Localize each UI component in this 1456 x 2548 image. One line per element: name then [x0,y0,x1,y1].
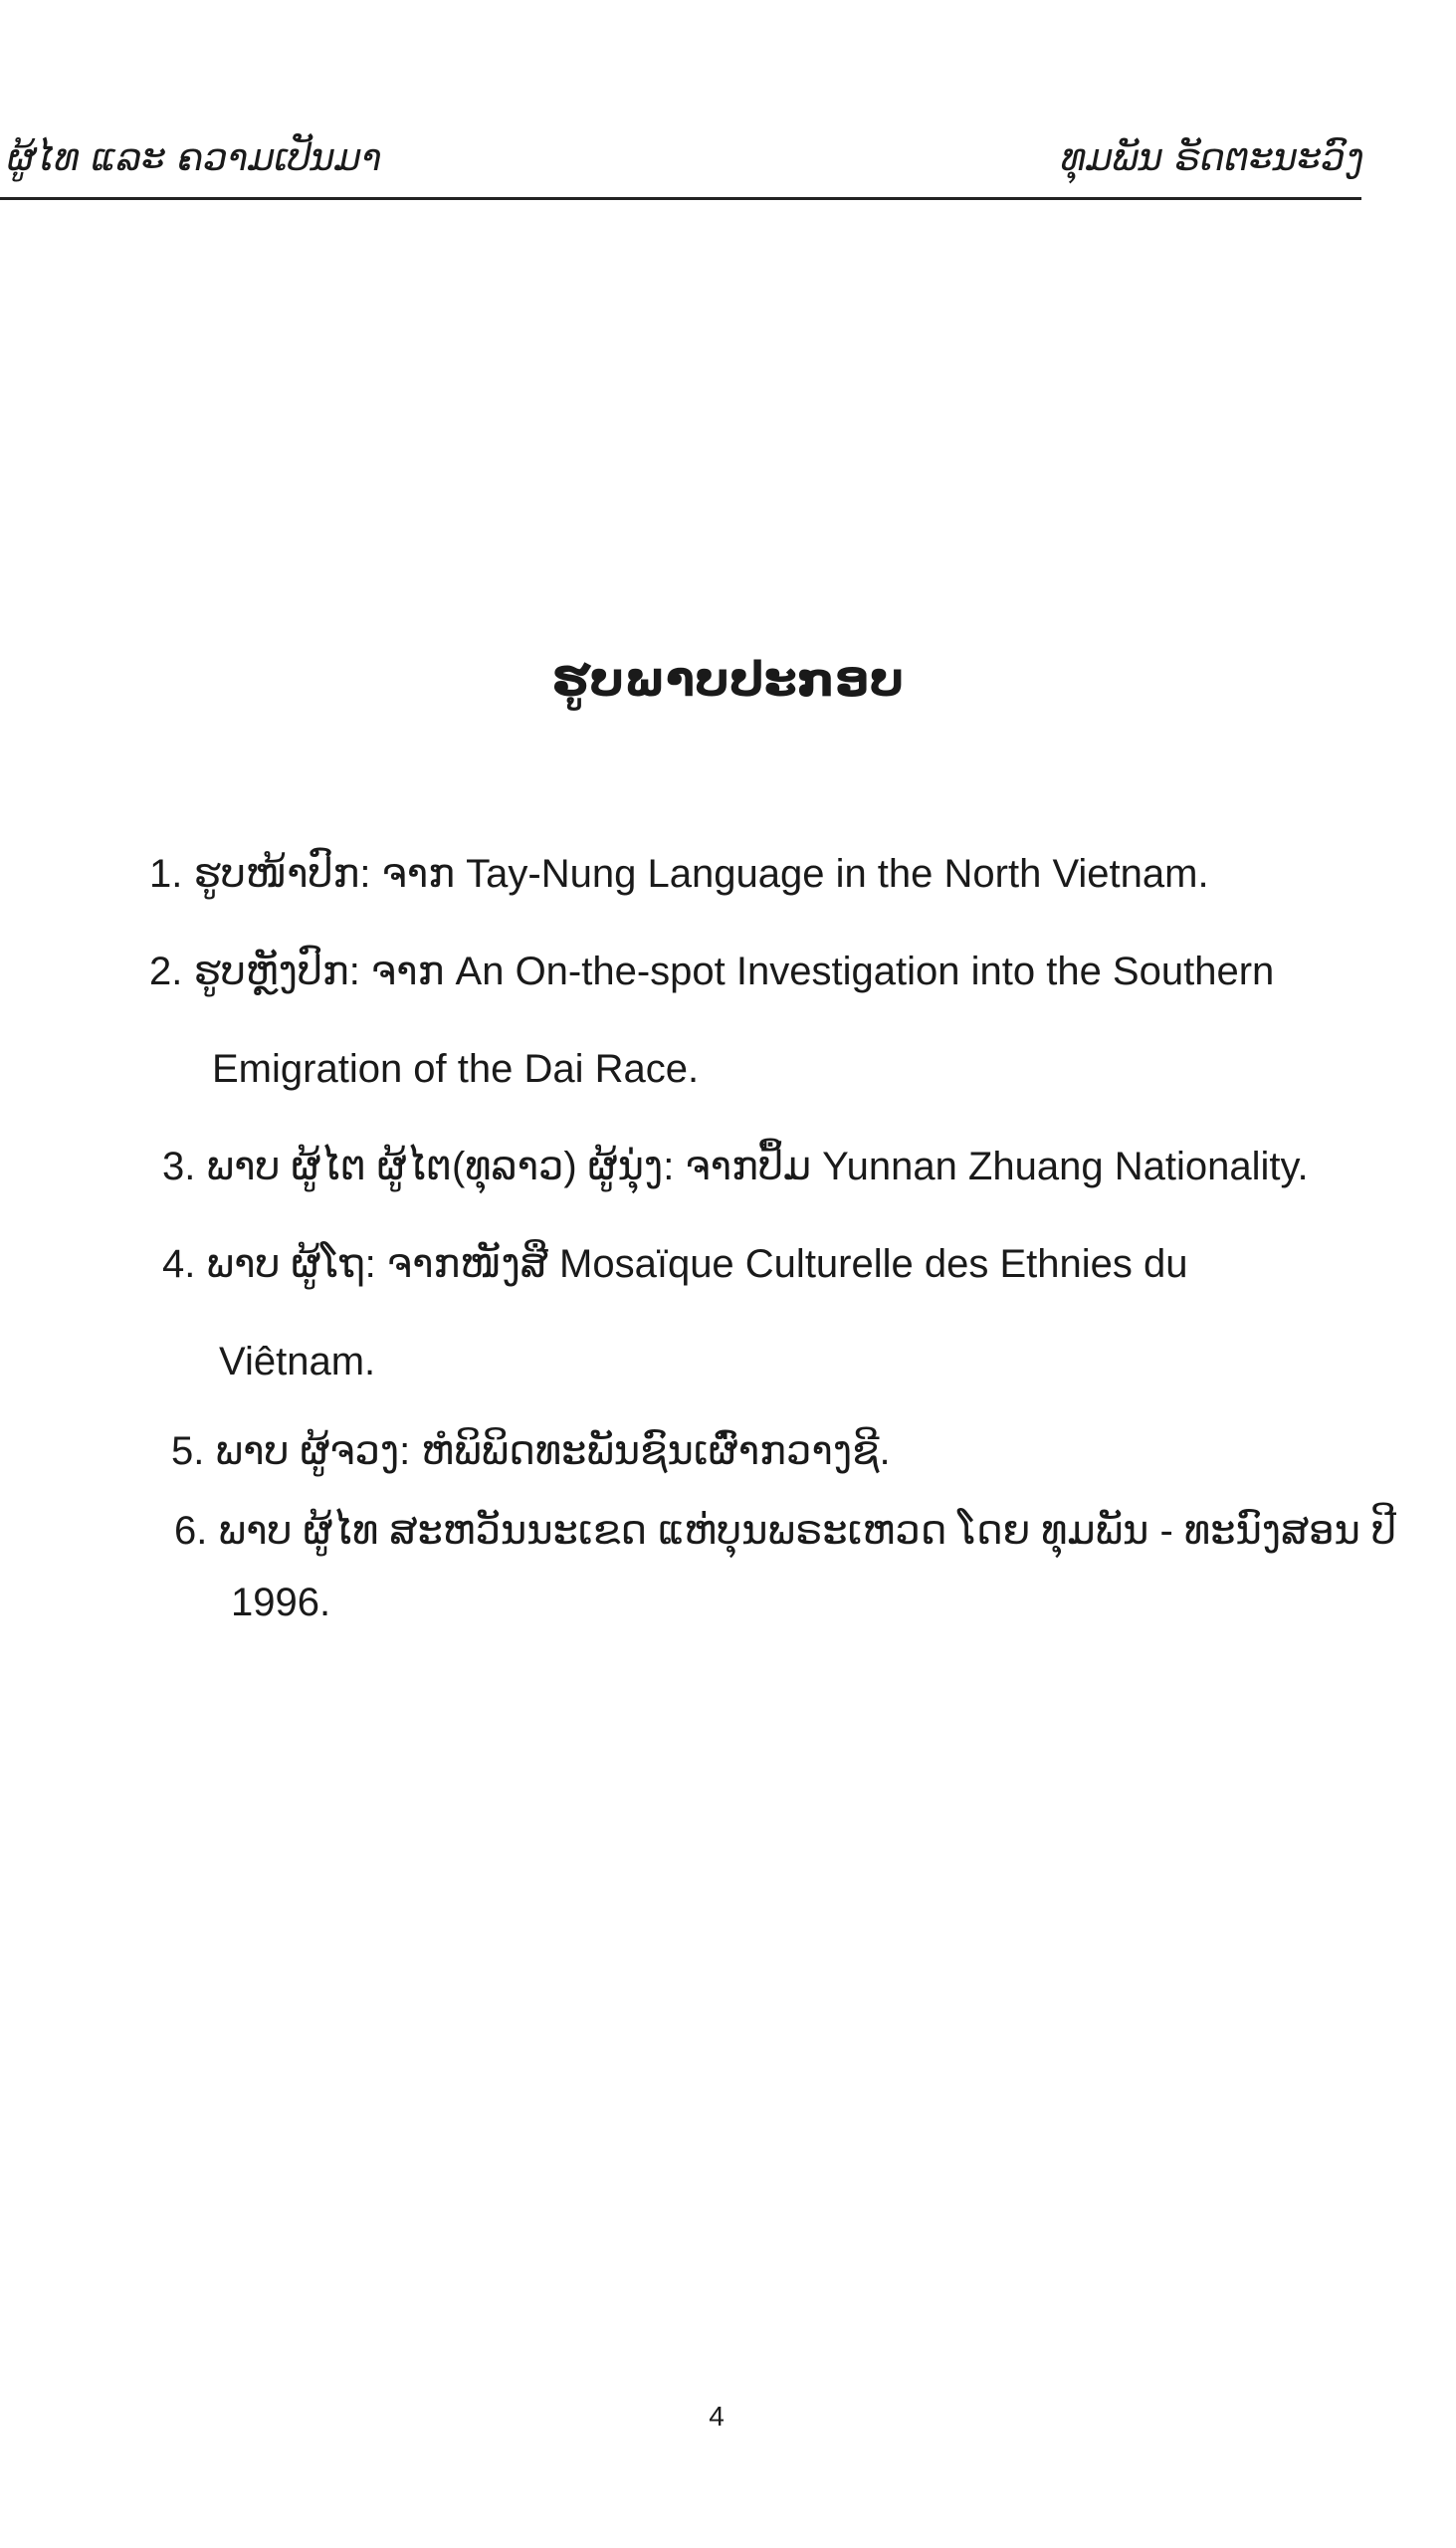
list-item [171,1421,891,1481]
list-item-number: 1. [149,852,183,896]
list-item-continuation: Viêtnam. [219,1340,376,1383]
list-item-text: ພາບ ຜູ້ໄທ ສະຫວັນນະເຂດ ແຫ່ບຸນພຣະເຫວດ ໂດຍ ທຸມພັນ - ທະນົງສອນ ປີ [218,1509,1396,1553]
list-item [162,1137,1309,1196]
list-item-text: ພາບ ຜູ້ຈວງ: ຫໍພິພິດທະພັນຊົນເຜົ່າກວາງຊີ. [215,1429,891,1473]
list-item-continuation: 1996. [231,1581,331,1624]
list-item [149,844,1209,904]
list-item [174,1501,1396,1561]
list-item-number: 6. [174,1509,208,1553]
page-number: 4 [709,2401,725,2432]
list-item-number: 5. [171,1429,205,1473]
header-book-title: ຜູ້ໄທ ແລະ ຄວາມເປັນມາ [8,135,382,179]
list-item-text: ພາບ ຜູ້ໄຕ ຜູ້ໄຕ(ທຸລາວ) ຜູ້ນຸ່ງ: ຈາກປຶ້ມ Yunnan Zhuang Nationality. [206,1145,1309,1188]
list-item-number: 2. [149,950,183,993]
page-title: ຮູບພາບປະກອບ [551,652,905,708]
list-item-text: ຮູບໜ້າປົກ: ຈາກ Tay-Nung Language in the North Vietnam. [193,852,1209,896]
list-item [149,942,1274,1001]
list-item-text: ພາບ ຜູ້ໂຖ: ຈາກໜັງສື Mosaïque Culturelle des Ethnies du [206,1242,1188,1286]
list-item-number: 3. [162,1145,196,1188]
list-item-number: 4. [162,1242,196,1286]
list-item-continuation: Emigration of the Dai Race. [212,1047,700,1091]
list-item [162,1234,1188,1294]
header-divider [0,197,1361,200]
header-author: ທຸມພັນ ຣັດຕະນະວົງ [1061,135,1363,179]
list-item-text: ຮູບຫຼັງປົກ: ຈາກ An On-the-spot Investigation into the Southern [193,950,1275,993]
running-header [0,127,1363,197]
